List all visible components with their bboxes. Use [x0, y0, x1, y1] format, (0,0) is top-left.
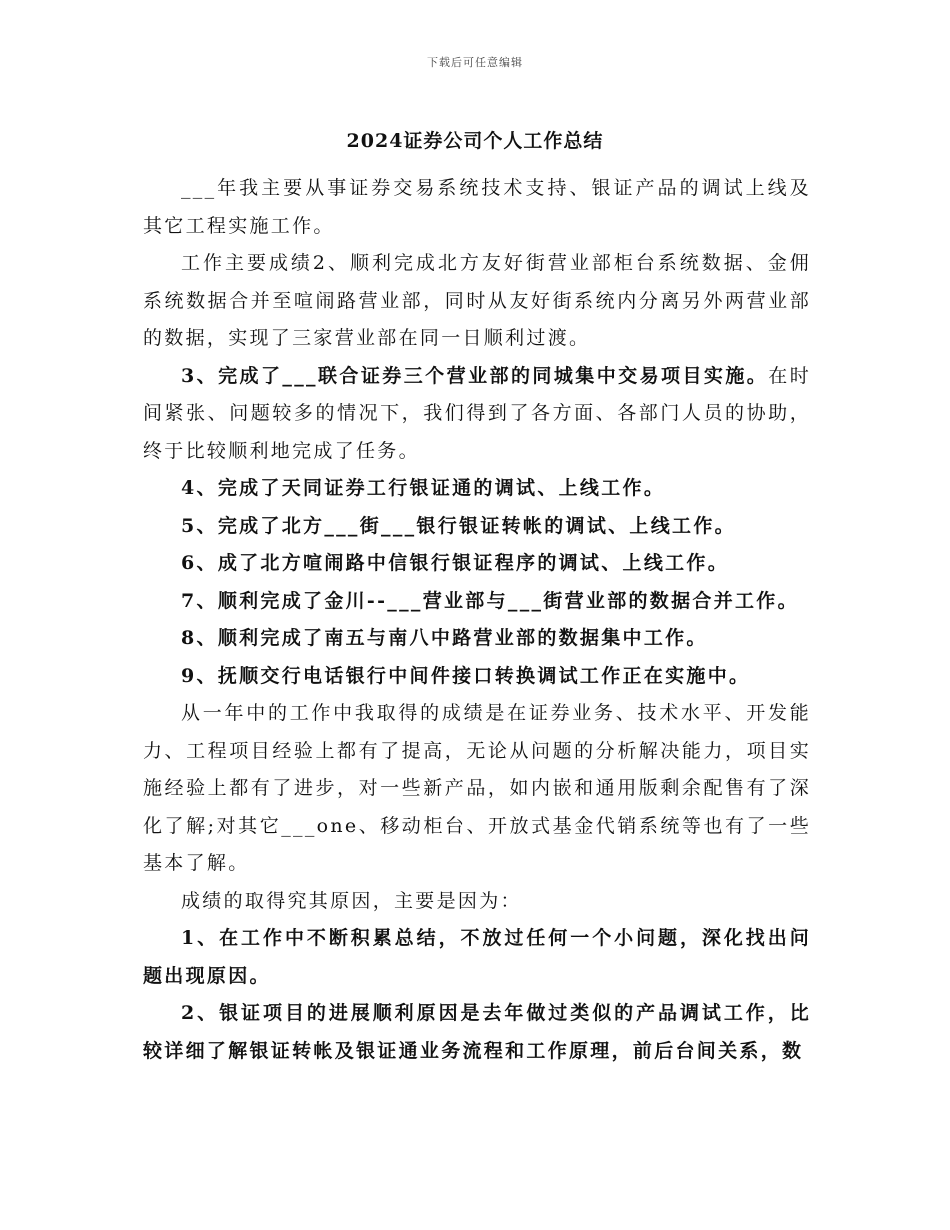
header-note: 下载后可任意编辑 [427, 56, 523, 69]
paragraph: 9、抚顺交行电话银行中间件接口转换调试工作正在实施中。 [181, 664, 751, 687]
paragraph: 6、成了北方喧闹路中信银行银证程序的调试、上线工作。 [181, 552, 730, 574]
paragraph [143, 358, 811, 471]
paragraph: 7、顺利完成了金川--___营业部与___街营业部的数据合并工作。 [181, 589, 799, 612]
paragraph: 8、顺利完成了南五与南八中路营业部的数据集中工作。 [181, 627, 708, 649]
paragraph: 1、在工作中不断积累总结，不放过任何一个小问题，深化找出问题出现原因。 [143, 927, 811, 987]
document-title: 2024证券公司个人工作总结 [346, 130, 604, 152]
paragraph: 5、完成了北方___街___银行银证转帐的调试、上线工作。 [181, 514, 736, 537]
paragraph-lead: 3、完成了___联合证券三个营业部的同城集中交易项目实施。 [181, 364, 769, 387]
document-body [143, 170, 811, 1070]
paragraph: ___年我主要从事证券交易系统技术支持、银证产品的调试上线及其它工程实施工作。 [143, 177, 811, 237]
paragraph: 从一年中的工作中我取得的成绩是在证券业务、技术水平、开发能力、工程项目经验上都有了提高，无论从问题的分析解决能力，项目实施经验上都有了进步，对一些新产品，如内嵌和通用版剩余配售有了深化了解;对其它___one、移动柜台、开放式基金代销系统等也有了一些基本了解。 [143, 702, 811, 874]
paragraph-rest: 在时间紧张、问题较多的情况下，我们得到了各方面、各部门人员的协助，终于比较顺利地完成了任务。 [143, 364, 811, 462]
paragraph: 工作主要成绩2、顺利完成北方友好街营业部柜台系统数据、金佣系统数据合并至喧闹路营业部，同时从友好街系统内分离另外两营业部的数据，实现了三家营业部在同一日顺利过渡。 [143, 252, 811, 349]
paragraph: 成绩的取得究其原因，主要是因为： [181, 889, 522, 912]
paragraph: 4、完成了天同证券工行银证通的调试、上线工作。 [181, 477, 666, 499]
paragraph: 2、银证项目的进展顺利原因是去年做过类似的产品调试工作，比较详细了解银证转帐及银证通业务流程和工作原理，前后台间关系，数 [143, 1002, 811, 1062]
